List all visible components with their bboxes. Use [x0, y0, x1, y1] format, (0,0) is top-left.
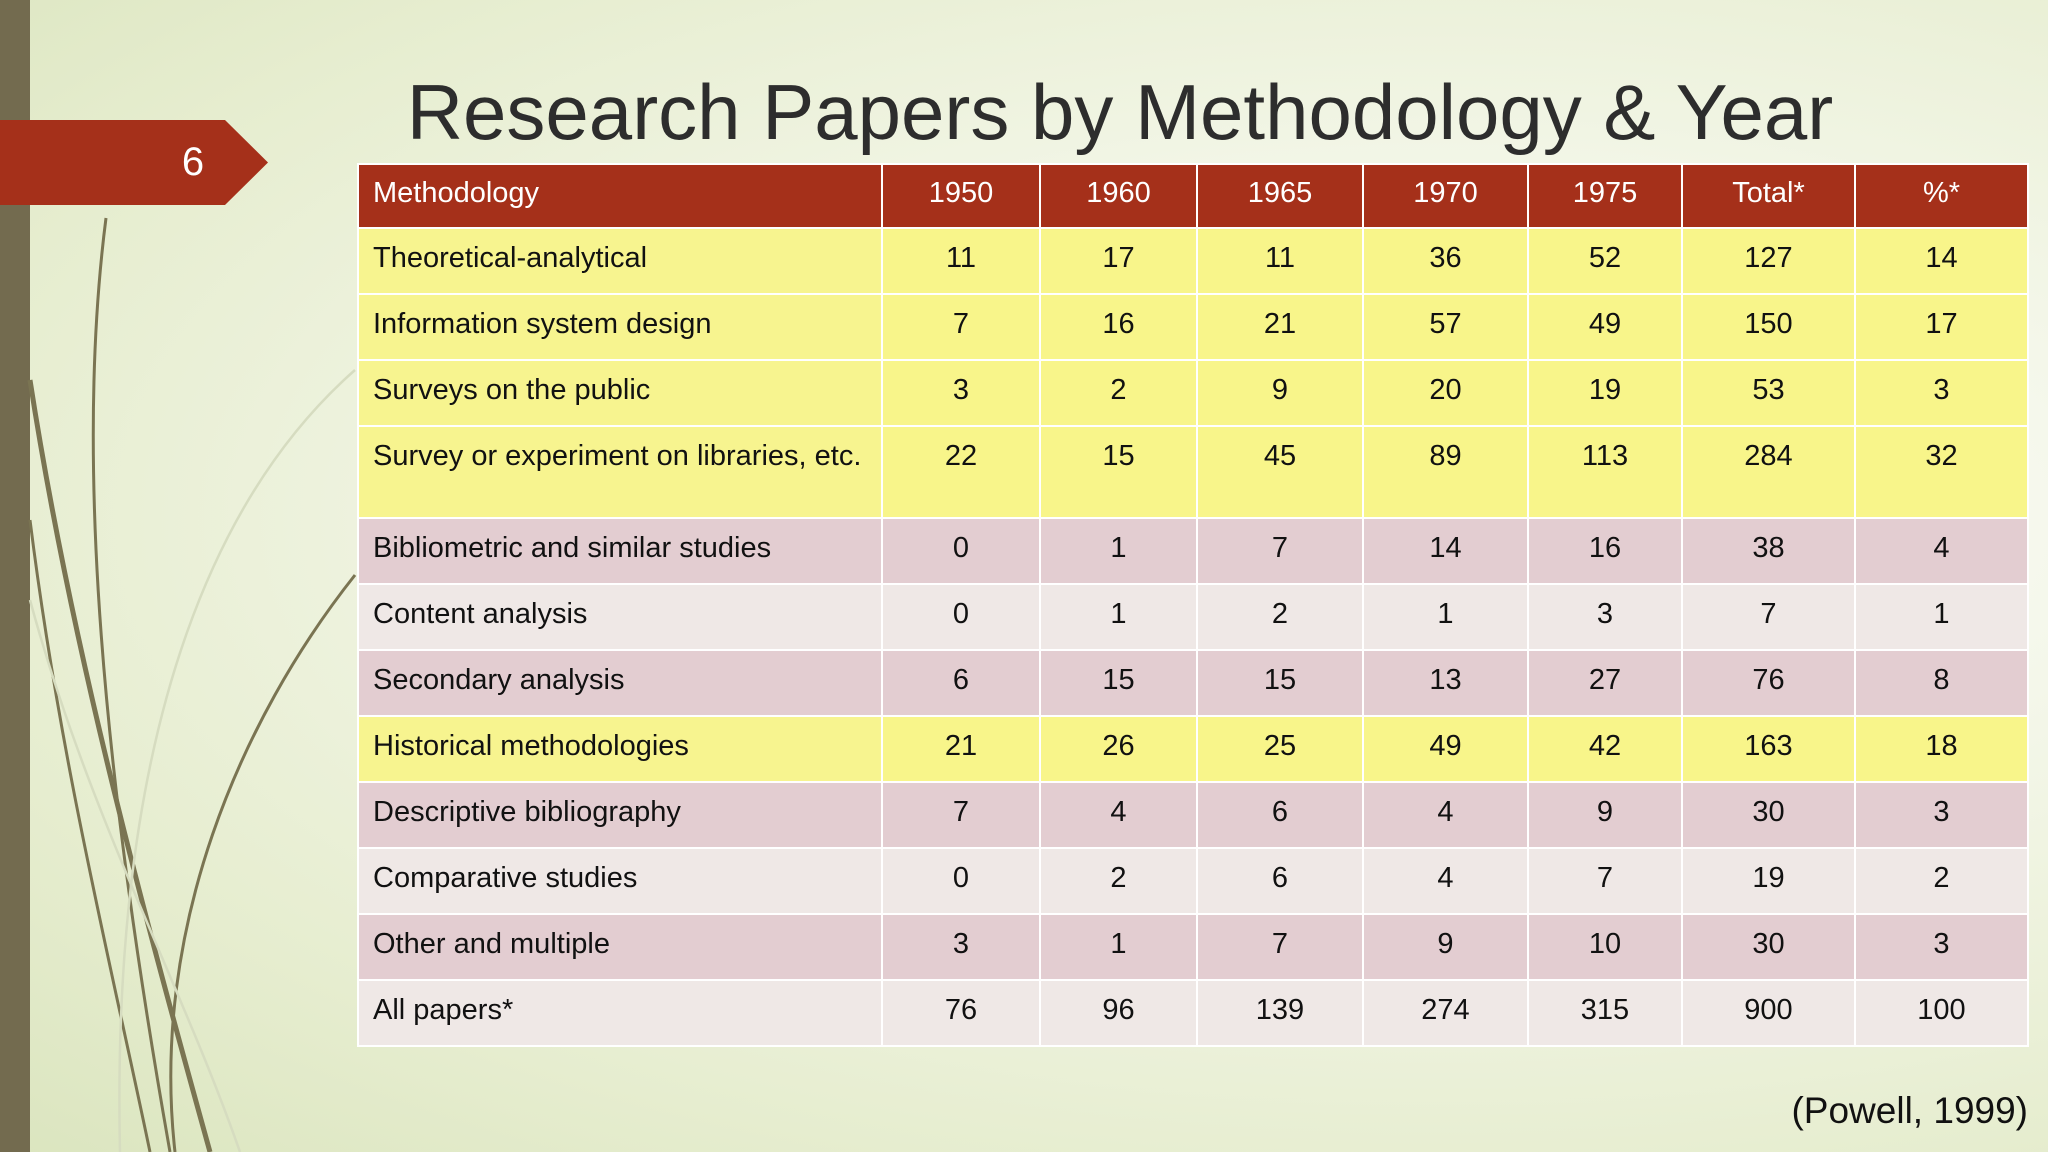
table-cell: 2 — [1040, 360, 1197, 426]
table-cell: 16 — [1528, 518, 1682, 584]
table-cell: 9 — [1528, 782, 1682, 848]
table-cell: 3 — [882, 360, 1040, 426]
table-cell: 6 — [1197, 782, 1363, 848]
table-row — [358, 360, 2028, 426]
table-cell: 15 — [1197, 650, 1363, 716]
table-cell: 30 — [1682, 914, 1855, 980]
methodology-label: Descriptive bibliography — [358, 782, 882, 848]
table-cell: 7 — [882, 294, 1040, 360]
slide-number-tab — [0, 120, 268, 205]
header-1965: 1965 — [1197, 164, 1363, 228]
table-cell: 49 — [1528, 294, 1682, 360]
table-row — [358, 584, 2028, 650]
methodology-label: Information system design — [358, 294, 882, 360]
table-cell: 3 — [1855, 360, 2028, 426]
table-cell: 19 — [1528, 360, 1682, 426]
table-cell: 57 — [1363, 294, 1528, 360]
table-cell: 8 — [1855, 650, 2028, 716]
table-cell: 2 — [1855, 848, 2028, 914]
table-cell: 1 — [1040, 914, 1197, 980]
table-cell: 4 — [1040, 782, 1197, 848]
table-cell: 10 — [1528, 914, 1682, 980]
table-cell: 15 — [1040, 426, 1197, 518]
table-cell: 4 — [1855, 518, 2028, 584]
table-cell: 139 — [1197, 980, 1363, 1046]
table-cell: 49 — [1363, 716, 1528, 782]
table-cell: 15 — [1040, 650, 1197, 716]
methodology-label: Historical methodologies — [358, 716, 882, 782]
methodology-label: Surveys on the public — [358, 360, 882, 426]
header-1970: 1970 — [1363, 164, 1528, 228]
table-cell: 22 — [882, 426, 1040, 518]
table-cell: 27 — [1528, 650, 1682, 716]
table-cell: 76 — [1682, 650, 1855, 716]
table-cell: 100 — [1855, 980, 2028, 1046]
table-cell: 14 — [1363, 518, 1528, 584]
table-cell: 19 — [1682, 848, 1855, 914]
table-cell: 4 — [1363, 782, 1528, 848]
slide-title: Research Papers by Methodology & Year — [406, 68, 1834, 156]
table-cell: 20 — [1363, 360, 1528, 426]
table-cell: 53 — [1682, 360, 1855, 426]
table-cell: 1 — [1855, 584, 2028, 650]
table-cell: 0 — [882, 518, 1040, 584]
table-cell: 1 — [1040, 584, 1197, 650]
methodology-label: Survey or experiment on libraries, etc. — [358, 426, 882, 518]
table-row — [358, 716, 2028, 782]
table-cell: 900 — [1682, 980, 1855, 1046]
table-cell: 17 — [1855, 294, 2028, 360]
methodology-label: Content analysis — [358, 584, 882, 650]
table-row — [358, 848, 2028, 914]
table-cell: 11 — [1197, 228, 1363, 294]
table-cell: 7 — [882, 782, 1040, 848]
table-cell: 4 — [1363, 848, 1528, 914]
table-cell: 2 — [1040, 848, 1197, 914]
table-header-row — [358, 164, 2028, 228]
table-cell: 76 — [882, 980, 1040, 1046]
methodology-label: Theoretical-analytical — [358, 228, 882, 294]
table-row — [358, 518, 2028, 584]
table-cell: 315 — [1528, 980, 1682, 1046]
methodology-label: All papers* — [358, 980, 882, 1046]
table-cell: 14 — [1855, 228, 2028, 294]
table-cell: 42 — [1528, 716, 1682, 782]
table-cell: 7 — [1197, 518, 1363, 584]
citation: (Powell, 1999) — [1791, 1090, 2028, 1131]
table-cell: 0 — [882, 848, 1040, 914]
table-row — [358, 980, 2028, 1046]
table-cell: 3 — [882, 914, 1040, 980]
methodology-label: Comparative studies — [358, 848, 882, 914]
methodology-table — [357, 163, 2029, 1047]
table-cell: 26 — [1040, 716, 1197, 782]
table-cell: 7 — [1197, 914, 1363, 980]
table-cell: 25 — [1197, 716, 1363, 782]
table-cell: 96 — [1040, 980, 1197, 1046]
table-row — [358, 914, 2028, 980]
table-cell: 6 — [1197, 848, 1363, 914]
table-body — [358, 228, 2028, 1046]
table-cell: 2 — [1197, 584, 1363, 650]
table-row — [358, 426, 2028, 518]
header-total: Total* — [1682, 164, 1855, 228]
table-row — [358, 650, 2028, 716]
table-cell: 7 — [1528, 848, 1682, 914]
methodology-label: Bibliometric and similar studies — [358, 518, 882, 584]
header-1975: 1975 — [1528, 164, 1682, 228]
header-1960: 1960 — [1040, 164, 1197, 228]
table-cell: 18 — [1855, 716, 2028, 782]
table-row — [358, 294, 2028, 360]
table-cell: 163 — [1682, 716, 1855, 782]
methodology-label: Secondary analysis — [358, 650, 882, 716]
table-cell: 7 — [1682, 584, 1855, 650]
table-cell: 21 — [1197, 294, 1363, 360]
table-cell: 52 — [1528, 228, 1682, 294]
header-methodology: Methodology — [358, 164, 882, 228]
table-cell: 127 — [1682, 228, 1855, 294]
table-row — [358, 782, 2028, 848]
table-cell: 89 — [1363, 426, 1528, 518]
table-cell: 3 — [1528, 584, 1682, 650]
header-percent: %* — [1855, 164, 2028, 228]
table-cell: 30 — [1682, 782, 1855, 848]
table-cell: 1 — [1363, 584, 1528, 650]
table-cell: 9 — [1363, 914, 1528, 980]
table-cell: 36 — [1363, 228, 1528, 294]
table-cell: 21 — [882, 716, 1040, 782]
table-cell: 16 — [1040, 294, 1197, 360]
table-cell: 3 — [1855, 914, 2028, 980]
slide-number: 6 — [181, 140, 205, 184]
table-cell: 284 — [1682, 426, 1855, 518]
table-cell: 113 — [1528, 426, 1682, 518]
table-cell: 17 — [1040, 228, 1197, 294]
table-cell: 6 — [882, 650, 1040, 716]
table-cell: 45 — [1197, 426, 1363, 518]
table-cell: 0 — [882, 584, 1040, 650]
table-row — [358, 228, 2028, 294]
table-cell: 32 — [1855, 426, 2028, 518]
table-cell: 9 — [1197, 360, 1363, 426]
table-cell: 150 — [1682, 294, 1855, 360]
header-1950: 1950 — [882, 164, 1040, 228]
table-cell: 11 — [882, 228, 1040, 294]
table-cell: 13 — [1363, 650, 1528, 716]
methodology-label: Other and multiple — [358, 914, 882, 980]
table-cell: 3 — [1855, 782, 2028, 848]
table-cell: 1 — [1040, 518, 1197, 584]
table-cell: 274 — [1363, 980, 1528, 1046]
table-cell: 38 — [1682, 518, 1855, 584]
